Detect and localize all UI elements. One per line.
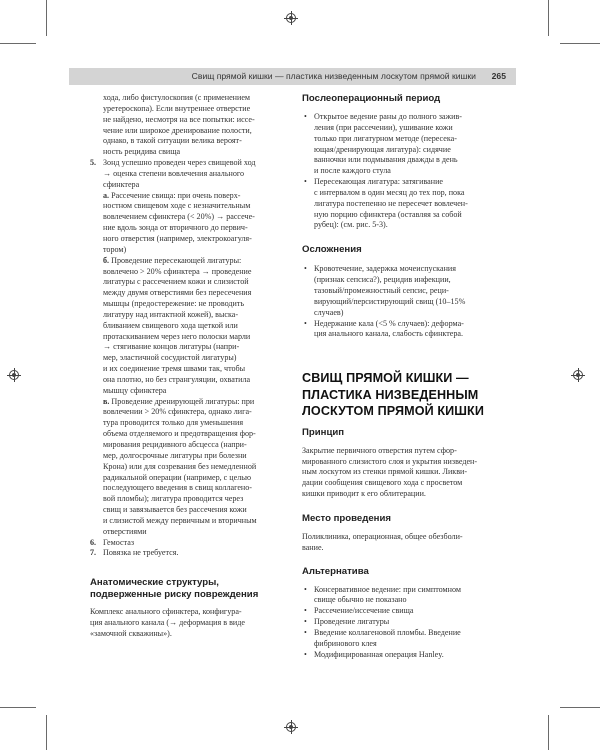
list-item bbox=[302, 264, 507, 318]
list-item bbox=[302, 606, 507, 617]
text-line: ванночки или подмывания дважды в день bbox=[314, 155, 458, 165]
crop-mark bbox=[46, 715, 47, 750]
text-line: мер, эластичной сосудистой лигатуры) bbox=[103, 353, 237, 363]
text-line: мышцу сфинктера bbox=[103, 385, 167, 395]
sub-label: а. bbox=[103, 190, 110, 200]
text-line: уретероскопа). Если внутреннее отверстие bbox=[103, 103, 251, 113]
running-head-title: Свищ прямой кишки — пластика низведенным лоскутом прямой кишки bbox=[191, 71, 476, 81]
text-line: ностном свищевом ходе с незначительным bbox=[103, 201, 251, 211]
text-line: • Проведение лигатуры bbox=[314, 617, 390, 627]
complications-list bbox=[302, 264, 507, 340]
text-line: Комплекс анального сфинктера, конфигура- bbox=[90, 607, 242, 617]
text-line: вирующий/персистирующий свищ (10–15% bbox=[314, 296, 466, 306]
sub-item-b bbox=[103, 256, 275, 267]
text-line: ция анального канала, слабость сфинктера. bbox=[314, 329, 464, 339]
text-line: тура проводится только для уменьшения bbox=[103, 418, 244, 428]
list-item bbox=[302, 177, 507, 231]
text-line: только при лигатурном методе (пересека- bbox=[314, 133, 457, 143]
text-line: • Консервативное ведение: при симптомном bbox=[314, 584, 461, 594]
text-line: • Кровотечение, задержка мочеиспускания bbox=[314, 264, 456, 274]
text-line: отверстиями bbox=[103, 526, 147, 536]
text-span: Проведение пересекающей лигатуры: bbox=[109, 255, 242, 265]
text-line: лигатуры с рассечением кожи и слизистой bbox=[103, 277, 249, 287]
text-line: лигатуру над интактной кожей), выска- bbox=[103, 309, 239, 319]
text-line: бливанием свищевого хода щеткой или bbox=[103, 320, 238, 330]
section-heading: Принцип bbox=[302, 426, 345, 438]
crop-mark bbox=[548, 715, 549, 750]
text-line: ного отверстия (например, электрокоагуля- bbox=[103, 233, 252, 243]
text-line: ную порцию сфинктера (оставляя за собой bbox=[314, 209, 462, 219]
text-line: и после каждого стула bbox=[314, 166, 391, 176]
item-number: 6. bbox=[90, 537, 97, 547]
text-line: • Модифицированная операция Hanley. bbox=[314, 649, 444, 659]
text-line: → оценка степени вовлечения анального bbox=[103, 168, 245, 178]
text-line: (признак сепсиса?), рецидив инфекции, bbox=[314, 275, 451, 285]
text-line: ция анального канала (→ деформация в виде bbox=[90, 618, 245, 628]
section-heading: Анатомические структуры, bbox=[90, 577, 219, 589]
postop-list bbox=[302, 112, 507, 231]
anatomy-section bbox=[80, 577, 275, 640]
text-line: свище обычно не показано bbox=[314, 595, 407, 605]
left-column bbox=[80, 93, 275, 640]
text-line: последующего введения в свищ коллагено- bbox=[103, 483, 252, 493]
crop-mark bbox=[560, 43, 600, 44]
text-span: Проведение дренирующей лигатуры: при bbox=[109, 396, 255, 406]
text-line: чение или широкое дренирование полости, bbox=[103, 125, 252, 135]
text-line: не найдено, несмотря на все попытки: иссе- bbox=[103, 114, 255, 124]
main-title bbox=[302, 370, 507, 420]
text-line: мышцы (предостережение: не проводить bbox=[103, 299, 245, 309]
text-line: вовлечением сфинктера (< 20%) → рассече- bbox=[103, 212, 255, 222]
text-line: • Открытое ведение раны до полного зажив- bbox=[314, 112, 462, 121]
text-line: случаев) bbox=[314, 307, 344, 317]
text-line: Поликлиника, операционная, общее обезболи- bbox=[302, 531, 463, 541]
list-item-5 bbox=[80, 158, 275, 538]
text-line: ющая/дренирующая лигатура): сидячие bbox=[314, 144, 451, 154]
section-heading: Место проведения bbox=[302, 512, 391, 524]
text-line: вовлечении > 20% сфинктера, однако лига- bbox=[103, 407, 252, 417]
right-column bbox=[302, 93, 507, 661]
list-item bbox=[302, 585, 507, 607]
sub-item-c bbox=[103, 397, 275, 408]
page-number: 265 bbox=[491, 71, 506, 81]
crop-mark bbox=[46, 0, 47, 36]
list-item bbox=[302, 617, 507, 628]
chapter-title-line: ЛОСКУТОМ ПРЯМОЙ КИШКИ bbox=[302, 404, 484, 419]
section-heading: Альтернатива bbox=[302, 565, 369, 577]
text-line: и их соединение тремя швами так, чтобы bbox=[103, 364, 246, 374]
sub-label: б. bbox=[103, 255, 110, 265]
text-line: Закрытие первичного отверстия путем сфор- bbox=[302, 445, 457, 455]
registration-mark-icon bbox=[573, 370, 583, 380]
text-line: вание. bbox=[302, 542, 324, 552]
alternatives-list bbox=[302, 585, 507, 661]
text-line: Крона) или для созревания без немедленной bbox=[103, 461, 257, 471]
text-line: мированного слизистого слоя и укрытия низведен- bbox=[302, 456, 478, 466]
text-line: сфинктера bbox=[103, 179, 140, 189]
text-line: ления (при рассечении), ушивание кожи bbox=[314, 122, 453, 132]
text-line: и слизистой между первичным и вторичным bbox=[103, 515, 257, 525]
running-head bbox=[69, 68, 516, 85]
text-line: тазовый/промежностный сепсис, реци- bbox=[314, 285, 449, 295]
text-line: вой пломбы); лигатура проводится через bbox=[103, 494, 244, 504]
list-item-6 bbox=[80, 538, 275, 549]
text-line: Гемостаз bbox=[103, 537, 135, 547]
chapter-title-line: СВИЩ ПРЯМОЙ КИШКИ — bbox=[302, 371, 469, 386]
text-line: мер, долгосрочные лигатуры при болезни bbox=[103, 450, 247, 460]
text-line: кишки приводит к его облитерации. bbox=[302, 489, 426, 499]
section-heading: Осложнения bbox=[302, 244, 362, 256]
crop-mark bbox=[560, 707, 600, 708]
text-line: объема отделяемого и предотвращения фор- bbox=[103, 429, 256, 439]
list-item-7 bbox=[80, 548, 275, 559]
intro-paragraph bbox=[80, 93, 275, 158]
sub-label: в. bbox=[103, 396, 110, 406]
text-line: тором) bbox=[103, 244, 127, 254]
text-line: вовлечено > 20% сфинктера → проведение bbox=[103, 266, 252, 276]
item-number: 5. bbox=[90, 158, 97, 168]
text-line: с интервалом в один месяц до тех пор, пока bbox=[314, 187, 465, 197]
text-line: рубец): (см. рис. 5-3). bbox=[314, 220, 388, 230]
text-line: → стягивание концов лигатуры (напри- bbox=[103, 342, 240, 352]
text-line: • Рассечение/иссечение свища bbox=[314, 606, 414, 616]
crop-mark bbox=[548, 0, 549, 36]
sub-item-a bbox=[103, 191, 275, 202]
text-line: ным лоскутом из стенки прямой кишки. Ликви- bbox=[302, 467, 468, 477]
list-item bbox=[302, 319, 507, 341]
text-line: протаскиванием через него полоски марли bbox=[103, 331, 251, 341]
crop-mark bbox=[0, 43, 36, 44]
registration-mark-icon bbox=[286, 722, 296, 732]
list-item bbox=[302, 112, 507, 177]
crop-mark bbox=[0, 707, 36, 708]
text-line: • Введение коллагеновой пломбы. Введение bbox=[314, 627, 461, 637]
text-line: ние вдоль зонда от вторичного до первич- bbox=[103, 223, 248, 233]
text-line: фибринового клея bbox=[314, 638, 377, 648]
text-line: лигатура постепенно не пересечет вовлечен- bbox=[314, 198, 468, 208]
text-line: «замочной скважины»). bbox=[90, 628, 172, 638]
text-line: однако, в такой ситуации велика вероят- bbox=[103, 136, 242, 146]
text-line: между двумя отверстиями без пересечения bbox=[103, 288, 252, 298]
text-line: • Недержание кала (<5 % случаев): деформа- bbox=[314, 318, 464, 328]
text-line: хода, либо фистулоскопия (с применением bbox=[103, 93, 251, 102]
text-line: свищ и завязывается без рассечения кожи bbox=[103, 505, 247, 515]
section-heading: Послеоперационный период bbox=[302, 93, 441, 104]
text-line: она плотно, но без странгуляции, охватила bbox=[103, 374, 251, 384]
text-line: дации сообщения свищевого хода с просветом bbox=[302, 478, 463, 488]
registration-mark-icon bbox=[9, 370, 19, 380]
text-line: радикальной операции (например, с целью bbox=[103, 472, 251, 482]
text-line: Повязка не требуется. bbox=[103, 548, 179, 558]
chapter-title-line: ПЛАСТИКА НИЗВЕДЕННЫМ bbox=[302, 387, 479, 402]
text-line: ность рецидива свища bbox=[103, 147, 181, 157]
text-line: мирования рецидивного абсцесса (напри- bbox=[103, 440, 247, 449]
text-line: Зонд успешно проведен через свищевой ход bbox=[103, 158, 256, 168]
text-span: Рассечение свища: при очень поверх- bbox=[109, 190, 241, 200]
item-number: 7. bbox=[90, 548, 97, 558]
registration-mark-icon bbox=[286, 13, 296, 23]
section-heading: подверженные риску повреждения bbox=[90, 589, 259, 601]
list-item bbox=[302, 628, 507, 650]
text-line: • Пересекающая лигатура: затягивание bbox=[314, 177, 443, 187]
list-item bbox=[302, 650, 507, 661]
